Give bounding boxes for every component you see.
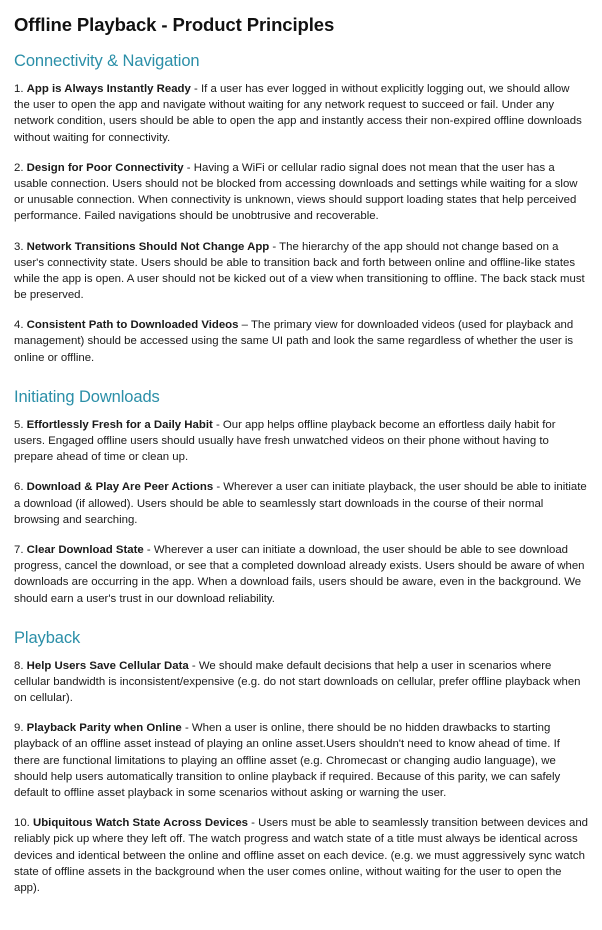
principle-body: - If a user has ever logged in without explicitly logging out, we should allow the user to open the app and navigate without waiting for any network request to succeed or fail. Under any network condition, users should be able to open the app and instantly access their non-expired offline downloads without waiting for connectivity.	[14, 83, 582, 144]
principle-number: 8.	[14, 659, 27, 672]
principle-item	[14, 239, 588, 304]
section-initiating-downloads	[14, 388, 588, 607]
principle-item	[14, 658, 588, 707]
principle-body: - When a user is online, there should be no hidden drawbacks to starting playback of an offline asset instead of playing an online asset.Users shouldn't need to know ahead of time. If there are functional limitations to playing an offline asset (e.g. Chromecast or changing audio language), we should help users automatically transition to online playback if required. Because of this parity, we can safely default to offline asset playback in some scenarios without asking or warning the user.	[14, 722, 561, 799]
section-heading: Connectivity & Navigation	[14, 52, 200, 70]
principle-body: - Our app helps offline playback become an effortless daily habit for users. Engaged offline users should usually have fresh unwatched videos on their phone without having to prepare ahead of time or clean up.	[14, 418, 556, 464]
principle-number: 7.	[14, 543, 27, 556]
principle-body: – The primary view for downloaded videos (used for playback and management) should be accessed using the same UI path and look the same regardless of whether the user is online or offline.	[14, 319, 574, 364]
section-heading: Initiating Downloads	[14, 387, 160, 406]
principle-lead: Effortlessly Fresh for a Daily Habit	[26, 418, 213, 431]
section-playback	[14, 629, 588, 896]
principle-item	[14, 542, 588, 607]
principle-item	[14, 417, 588, 466]
principle-number: 2.	[14, 161, 27, 174]
principle-body: - Wherever a user can initiate a download, the user should be able to see download progress, cancel the download, or see that a completed download already exists. Users should be aware of when downloads are occurring in the app. When a download fails, users should be aware, even in the background. We should earn a user's trust in our download reliability.	[14, 543, 585, 605]
principle-lead: Network Transitions Should Not Change App	[26, 240, 270, 253]
principle-body: - Users must be able to seamlessly transition between devices and reliably pick up where they left off. The watch progress and watch state of a title must always be identical across devices and identical between the online and offline asset on each device. (e.g. we must aggressively sync watch state of offline assets in the background when the user comes online, without waiting for the user to open the app).	[14, 817, 588, 894]
page-title: Offline Playback - Product Principles	[14, 14, 335, 35]
principle-item	[14, 160, 588, 225]
principle-number: 5.	[14, 418, 27, 431]
principle-number: 4.	[14, 319, 27, 332]
principle-number: 9.	[14, 722, 27, 735]
principle-lead: App is Always Instantly Ready	[26, 83, 191, 95]
principle-lead: Ubiquitous Watch State Across Devices	[33, 817, 248, 830]
principle-number: 6.	[14, 481, 27, 494]
principle-body: - We should make default decisions that help a user in scenarios where cellular bandwidth is inconsistent/expensive (e.g. do not start downloads on cellular, prefer offline playback when on cellular).	[14, 659, 581, 705]
principle-lead: Help Users Save Cellular Data	[26, 659, 189, 672]
principle-number: 10.	[14, 817, 33, 830]
principle-body: - Wherever a user can initiate playback, the user should be able to initiate a download (if allowed). Users should be able to seamlessly start downloads in the course of their normal browsing and searching.	[14, 481, 587, 526]
principle-body: - Having a WiFi or cellular radio signal does not mean that the user has a usable connection. Users should not be blocked from accessing downloads and settings while waiting for a slow or unusable connection. When connectivity is unknown, views should support loading states that help perceived performance. Failed navigations should be unobtrusive and recoverable.	[14, 161, 578, 223]
principle-item	[14, 815, 588, 896]
principle-lead: Clear Download State	[26, 543, 144, 556]
principle-item	[14, 479, 588, 528]
principle-lead: Playback Parity when Online	[26, 722, 182, 735]
principle-lead: Consistent Path to Downloaded Videos	[26, 319, 239, 332]
principle-body: - The hierarchy of the app should not change based on a user's connectivity state. Users should be able to transition back and forth between online and offline-like states while the app is open. A user should not be kicked out of a view when transitioning to offline. The back stack must be preserved.	[14, 240, 585, 302]
section-heading: Playback	[14, 628, 81, 647]
section-connectivity-navigation	[14, 52, 588, 366]
principle-item	[14, 81, 588, 146]
principle-number: 1.	[14, 83, 27, 95]
principle-lead: Download & Play Are Peer Actions	[26, 481, 214, 494]
principle-lead: Design for Poor Connectivity	[26, 161, 184, 174]
principle-number: 3.	[14, 240, 27, 253]
principle-item	[14, 720, 588, 801]
principle-item	[14, 317, 588, 366]
